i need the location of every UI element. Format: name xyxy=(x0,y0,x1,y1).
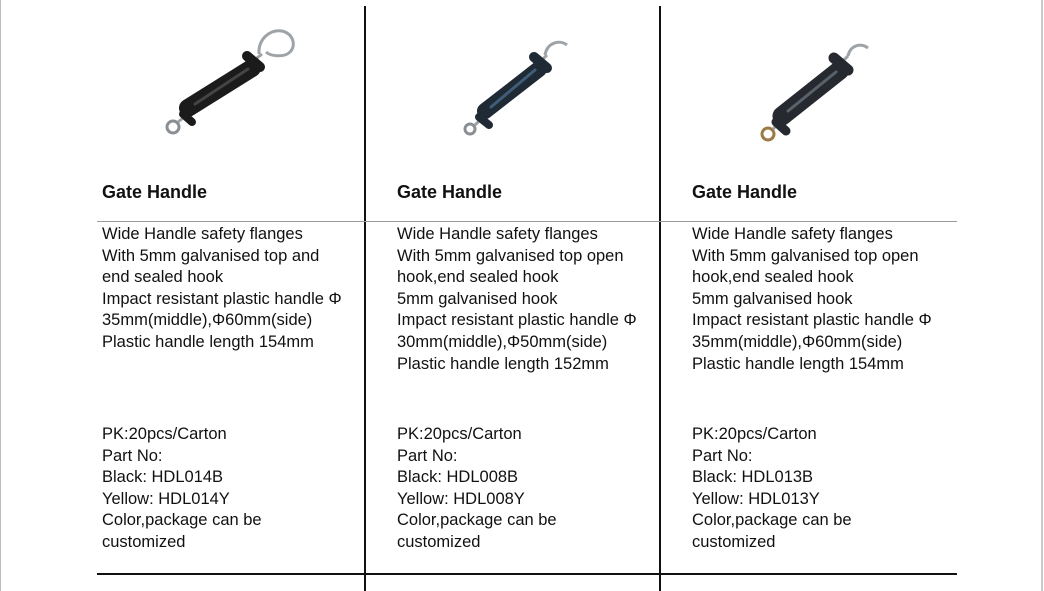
description-line: 30mm(middle),Φ50mm(side) xyxy=(397,332,608,351)
description-line: Wide Handle safety flanges xyxy=(102,225,303,243)
description-line: Plastic handle length 152mm xyxy=(397,354,609,373)
info-line: Part No: xyxy=(397,446,458,465)
info-line: Color,package can be xyxy=(397,511,557,530)
description-line: With 5mm galvanised top open xyxy=(397,246,624,265)
product-column-3 xyxy=(590,0,932,591)
description-line: 35mm(middle),Φ60mm(side) xyxy=(102,311,313,330)
description-line: hook,end sealed hook xyxy=(692,268,854,287)
product-title: Gate Handle xyxy=(692,182,798,202)
description-line: Impact resistant plastic handle Φ xyxy=(692,311,932,330)
info-line: Black: HDL008B xyxy=(397,468,519,487)
product-info xyxy=(102,424,262,554)
info-line: PK:20pcs/Carton xyxy=(397,425,522,443)
info-line: Part No: xyxy=(102,446,163,465)
page-right-edge xyxy=(1041,0,1043,591)
info-line: PK:20pcs/Carton xyxy=(102,425,227,443)
product-description xyxy=(692,224,932,375)
description-line: end sealed hook xyxy=(102,268,224,287)
info-line: Yellow: HDL013Y xyxy=(692,489,820,508)
description-line: With 5mm galvanised top open xyxy=(692,246,919,265)
product-info xyxy=(692,424,852,554)
info-line: customized xyxy=(102,532,186,551)
product-column-1 xyxy=(0,0,342,591)
description-line: 5mm galvanised hook xyxy=(397,289,558,308)
black-gate-handle-icon xyxy=(150,24,310,149)
product-column-2 xyxy=(295,0,637,591)
description-line: Plastic handle length 154mm xyxy=(692,354,904,373)
info-line: PK:20pcs/Carton xyxy=(692,425,817,443)
info-line: Color,package can be xyxy=(102,511,262,530)
info-line: customized xyxy=(397,532,481,551)
description-line: 35mm(middle),Φ60mm(side) xyxy=(692,332,903,351)
info-line: customized xyxy=(692,532,776,551)
info-line: Yellow: HDL014Y xyxy=(102,489,230,508)
description-line: With 5mm galvanised top and xyxy=(102,246,320,265)
description-line: hook,end sealed hook xyxy=(397,268,559,287)
product-info xyxy=(397,424,557,554)
info-line: Black: HDL014B xyxy=(102,468,224,487)
blue-black-gate-handle-icon xyxy=(455,35,585,145)
info-line: Black: HDL013B xyxy=(692,468,814,487)
info-line: Part No: xyxy=(692,446,753,465)
description-line: Impact resistant plastic handle Φ xyxy=(102,289,342,308)
description-line: Plastic handle length 154mm xyxy=(102,332,314,351)
product-title: Gate Handle xyxy=(102,182,208,202)
description-line: Wide Handle safety flanges xyxy=(692,225,893,243)
grey-black-gate-handle-icon xyxy=(750,38,880,150)
description-line: 5mm galvanised hook xyxy=(692,289,853,308)
info-line: Color,package can be xyxy=(692,511,852,530)
description-line: Impact resistant plastic handle Φ xyxy=(397,311,637,330)
product-title: Gate Handle xyxy=(397,182,503,202)
info-line: Yellow: HDL008Y xyxy=(397,489,525,508)
description-line: Wide Handle safety flanges xyxy=(397,225,598,243)
